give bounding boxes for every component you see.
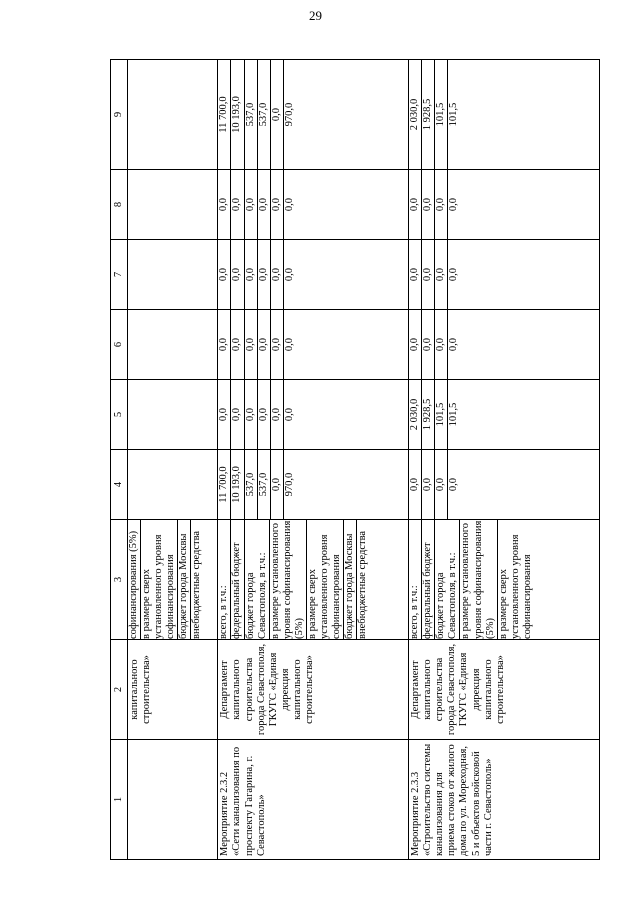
source-item: в размере сверх установленного уровня софинансирования [141,520,178,639]
source-item: в размере сверх установленного уровня софинансирования [307,520,344,639]
value: 0,0 [271,380,284,449]
cell-col9 [409,60,600,170]
value: 0,0 [258,240,271,309]
col-header-9: 9 [111,60,128,170]
value: 1 928,5 [422,60,435,169]
cell-executor: Департамент капитального строительства города Севастополя, ГКУГС «Единая дирекция капитального строительства» [409,640,600,740]
col-header-2: 2 [111,640,128,740]
col-header-1: 1 [111,740,128,860]
source-item: в размере установленного уровня софинансирования (5%) [270,520,307,639]
value: 0,0 [409,450,422,519]
page-number: 29 [309,8,322,23]
value: 0,0 [231,170,244,239]
value: 0,0 [245,380,258,449]
cell-sources [218,520,409,640]
cell-empty [128,740,218,860]
cell-col4 [218,450,409,520]
cell-col8 [218,170,409,240]
value: 0,0 [448,267,460,282]
cell-sources [409,520,600,640]
col-header-8: 8 [111,170,128,240]
value: 0,0 [283,337,295,352]
col-header-6: 6 [111,310,128,380]
value: 11 700,0 [218,60,231,169]
cell-measure-name: Мероприятие 2.3.3 «Строительство системы канализования для приема стоков от жилого дома по ул. Мореходная, 5 и объектов войсковой части г. Севастополь» [409,740,600,860]
value: 11 700,0 [218,450,231,519]
value: 0,0 [271,450,284,519]
value: 0,0 [218,170,231,239]
value: 0,0 [409,310,422,379]
header-row [111,60,128,860]
value: 101,5 [448,102,460,127]
cell-executor: Департамент капитального строительства города Севастополя, ГКУГС «Единая дирекция капитального строительства» [218,640,409,740]
table-row-2-3-2 [218,60,409,860]
value: 0,0 [231,380,244,449]
value: 1 928,5 [422,380,435,449]
value: 0,0 [409,240,422,309]
value: 970,0 [283,472,295,497]
value: 0,0 [409,170,422,239]
source-item: в размере сверх установленного уровня софинансирования [497,534,533,639]
cell-measure-name: Мероприятие 2.3.2 «Сети канализования по проспекту Гагарина, г. Севастополь» [218,740,409,860]
cell-col7 [218,240,409,310]
cell-col8 [409,170,600,240]
value: 0,0 [271,310,284,379]
value: 101,5 [448,402,460,427]
source-item: внебюджетные средства [357,530,369,639]
table-row-continuation [128,60,218,860]
value: 0,0 [283,267,295,282]
cell-col9 [218,60,409,170]
source-item: всего, в т.ч.: [409,520,422,639]
value: 0,0 [258,380,271,449]
value: 10 193,0 [231,450,244,519]
col-header-3: 3 [111,520,128,640]
source-item: бюджет города Москвы [178,520,191,639]
value: 0,0 [258,310,271,379]
source-item: бюджет города Москвы [344,520,357,639]
value: 0,0 [245,240,258,309]
value: 537,0 [245,60,258,169]
value: 2 030,0 [409,60,422,169]
cell-col6 [218,310,409,380]
value: 0,0 [258,170,271,239]
value: 0,0 [283,407,295,422]
value: 2 030,0 [409,380,422,449]
value: 537,0 [245,450,258,519]
value: 0,0 [271,60,284,169]
cell-col5 [409,380,600,450]
value: 0,0 [435,170,448,239]
cell-col7 [409,240,600,310]
value: 0,0 [422,170,435,239]
value: 0,0 [283,197,295,212]
value: 0,0 [245,310,258,379]
value: 0,0 [218,310,231,379]
source-item: в размере установленного уровня софинансирования (5%) [460,520,497,639]
value: 0,0 [448,477,460,492]
value: 0,0 [435,450,448,519]
source-item: бюджет города Севастополя, в т.ч.: [245,520,270,639]
value: 0,0 [271,240,284,309]
budget-table [110,59,600,860]
value: 0,0 [435,240,448,309]
col-header-4: 4 [111,450,128,520]
cell-executor: капитального строительства» [128,640,218,740]
value: 101,5 [435,380,448,449]
cell-sources [128,520,218,640]
source-item: внебюджетные средства [191,530,203,639]
col-header-7: 7 [111,240,128,310]
value: 0,0 [245,170,258,239]
value: 0,0 [422,240,435,309]
value: 0,0 [448,197,460,212]
value: 0,0 [435,310,448,379]
table-row-2-3-3 [409,60,600,860]
value: 0,0 [231,240,244,309]
source-item: федеральный бюджет [422,520,435,639]
value: 537,0 [258,60,271,169]
value: 101,5 [435,60,448,169]
value: 0,0 [422,310,435,379]
value: 10 193,0 [231,60,244,169]
cell-col5 [218,380,409,450]
budget-table-container [110,60,600,860]
value: 0,0 [271,170,284,239]
source-item: софинансирования (5%) [128,520,141,639]
value: 0,0 [448,337,460,352]
value: 0,0 [231,310,244,379]
value: 970,0 [283,102,295,127]
value: 0,0 [218,380,231,449]
source-item: бюджет города Севастополя, в т.ч.: [435,520,460,639]
col-header-5: 5 [111,380,128,450]
value: 537,0 [258,450,271,519]
value: 0,0 [422,450,435,519]
value: 0,0 [218,240,231,309]
cell-col6 [409,310,600,380]
source-item: федеральный бюджет [231,520,244,639]
cell-col4 [409,450,600,520]
source-item: всего, в т.ч.: [218,520,231,639]
